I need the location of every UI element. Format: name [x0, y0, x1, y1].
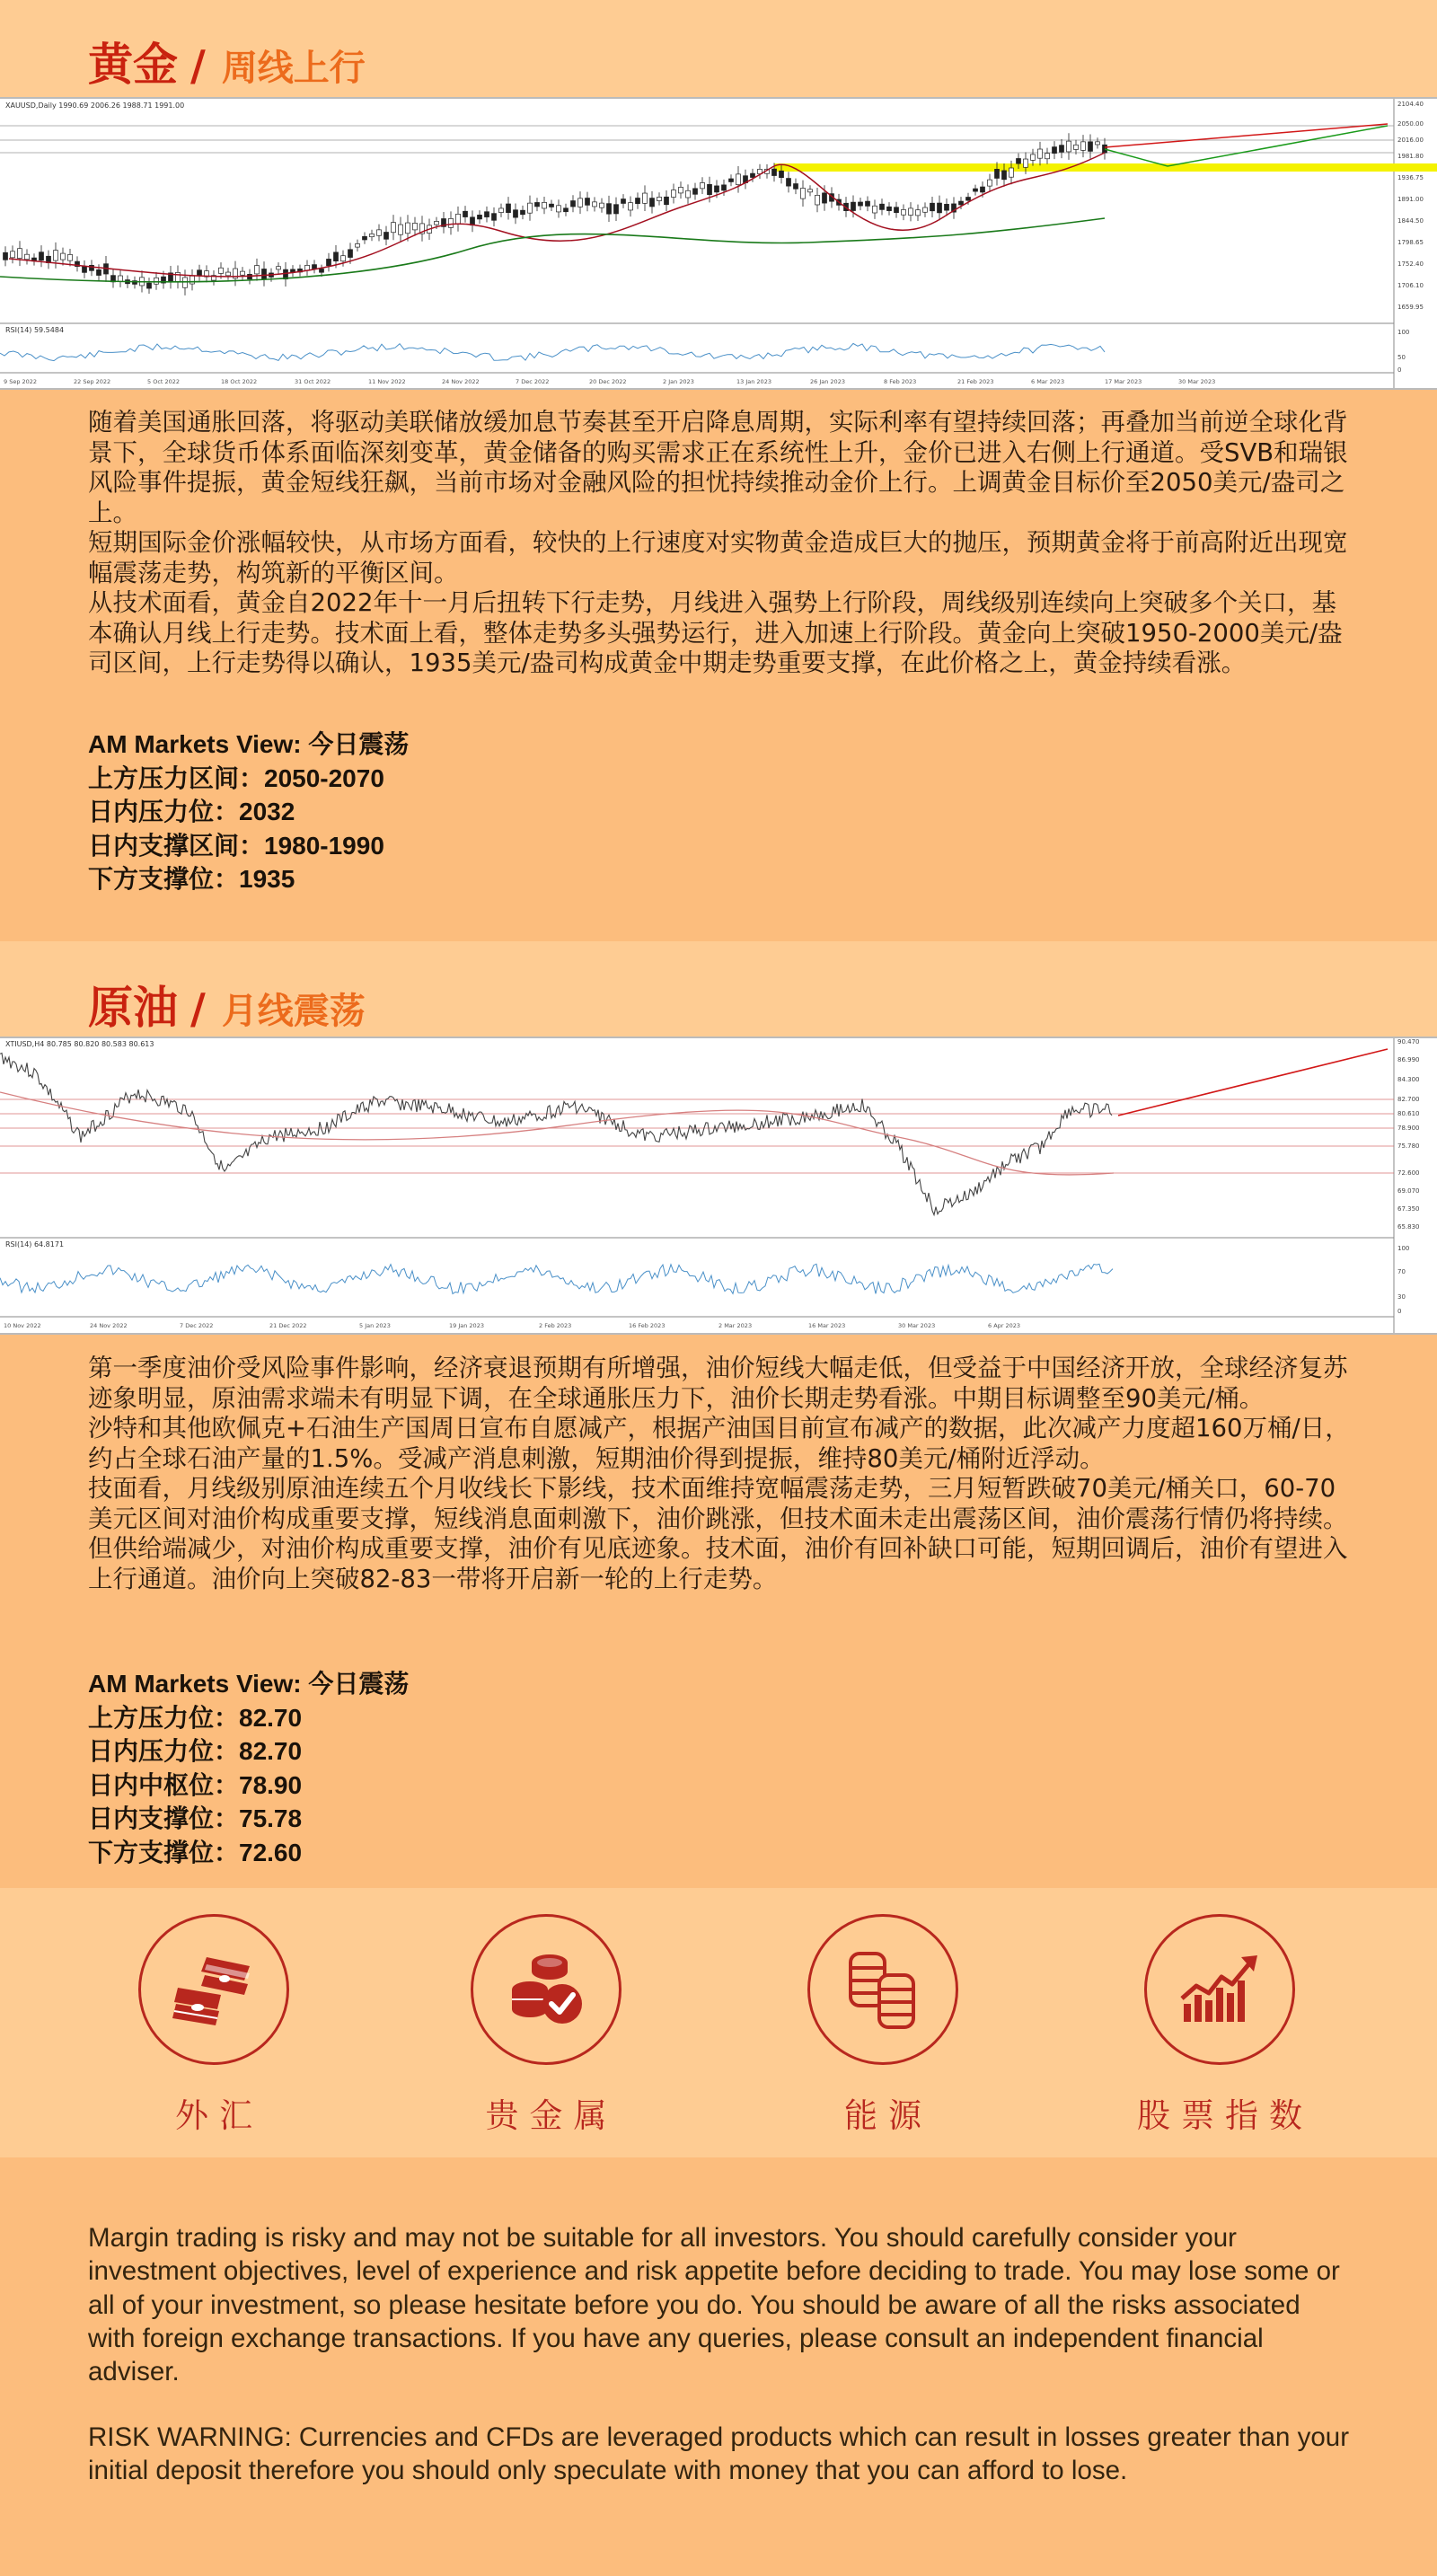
gold-title: 黄金 [88, 39, 178, 91]
candle-body [859, 202, 863, 206]
oil-level: 日内压力位：82.70 [88, 1737, 303, 1765]
candle-body [356, 243, 360, 247]
svg-text:5 Oct 2022: 5 Oct 2022 [147, 378, 181, 385]
category-label: 贵金属 [485, 2096, 618, 2135]
candle-body [183, 278, 188, 287]
svg-text:2 Feb 2023: 2 Feb 2023 [539, 1322, 572, 1329]
candle-body [902, 209, 906, 215]
candle-body [930, 203, 935, 211]
candle-body [463, 211, 468, 216]
oil-view-title: AM Markets View: 今日震荡 [88, 1670, 410, 1698]
candle-body [909, 208, 913, 216]
candle-body [622, 199, 626, 204]
svg-text:2 Mar 2023: 2 Mar 2023 [718, 1322, 753, 1329]
oil-price-chart [0, 1037, 1437, 1335]
candle-body [499, 208, 504, 213]
svg-text:30 Mar 2023: 30 Mar 2023 [898, 1322, 936, 1329]
svg-text:31 Oct 2022: 31 Oct 2022 [295, 378, 331, 385]
oil-level: 日内支撑位：75.78 [88, 1804, 303, 1832]
gold-level: 上方压力区间：2050-2070 [88, 763, 384, 792]
candle-body [880, 204, 885, 209]
candle-body [18, 249, 22, 259]
candle-body [557, 206, 561, 212]
candle-body [456, 214, 461, 224]
svg-text:24 Nov 2022: 24 Nov 2022 [90, 1322, 128, 1329]
svg-text:100: 100 [1397, 1245, 1410, 1252]
candle-body [226, 272, 231, 276]
category-energy[interactable] [780, 1914, 986, 2137]
svg-text:8 Feb 2023: 8 Feb 2023 [884, 378, 917, 385]
oil-level: 日内中枢位：78.90 [88, 1770, 303, 1799]
gold-paragraph: 随着美国通胀回落，将驱动美联储放缓加息节奏甚至开启降息周期，实际利率有望持续回落；再叠加当前逆全球化背景下，全球货币体系面临深刻变革，黄金储备的购买需求正在系统性上升，金价已进入右侧上行通道。受SVB和瑞银风险事件提振，黄金短线狂飙，当前市场对金融风险的担忧持续推动金价上行。上调黄金目标价至2050美元/盎司之上。 [88, 408, 1348, 527]
candle-body [507, 204, 511, 213]
candle-body [190, 276, 195, 284]
svg-text:20 Dec 2022: 20 Dec 2022 [589, 378, 627, 385]
gold-market-view [88, 728, 896, 896]
candle-body [485, 212, 489, 217]
candle-body [657, 197, 662, 200]
category-stock-indices[interactable] [1116, 1914, 1323, 2137]
candle-body [729, 179, 734, 181]
candle-body [1067, 141, 1071, 152]
candle-body [629, 203, 633, 210]
svg-text:90.470: 90.470 [1397, 1038, 1420, 1045]
candle-body [198, 270, 202, 276]
oil-paragraph: 沙特和其他欧佩克+石油生产国周日宣布自愿减产，根据产油国目前宣布减产的数据，此次减产力度超160万桶/日，约占全球石油产量的1.5%。受减产消息刺激，短期油价得到提振，维持80美元/桶附近浮动。 [88, 1414, 1350, 1473]
svg-text:65.830: 65.830 [1397, 1223, 1420, 1231]
svg-text:22 Sep 2022: 22 Sep 2022 [74, 378, 111, 385]
gold-level: 日内压力位：2032 [88, 798, 295, 825]
category-forex[interactable] [110, 1914, 317, 2137]
svg-text:19 Jan 2023: 19 Jan 2023 [449, 1322, 484, 1329]
svg-text:0: 0 [1397, 1308, 1402, 1315]
candle-body [895, 207, 899, 213]
candle-body [1081, 142, 1086, 151]
candle-body [945, 204, 949, 210]
svg-text:9 Sep 2022: 9 Sep 2022 [4, 378, 38, 385]
candle-body [593, 202, 597, 207]
candle-body [277, 267, 281, 269]
oil-market-view [88, 1667, 896, 1869]
candle-body [808, 190, 813, 192]
svg-text:7 Dec 2022: 7 Dec 2022 [516, 378, 550, 385]
candle-body [851, 202, 856, 210]
gold-view-title: AM Markets View: 今日震荡 [88, 730, 410, 758]
candle-body [650, 198, 655, 207]
candle-body [1017, 158, 1021, 163]
candle-body [550, 204, 554, 207]
candle-body [938, 203, 942, 213]
candle-body [154, 278, 159, 284]
candle-body [665, 197, 669, 204]
svg-text:1752.40: 1752.40 [1397, 260, 1424, 268]
candle-body [377, 230, 382, 235]
svg-text:5 Jan 2023: 5 Jan 2023 [359, 1322, 391, 1329]
money-stack-icon [169, 1945, 259, 2034]
candle-body [815, 195, 820, 205]
gold-rsi-header: RSI(14) 59.5484 [5, 326, 65, 334]
candle-body [521, 210, 525, 215]
candle-body [54, 251, 58, 260]
candle-body [736, 174, 741, 185]
gold-level: 下方支撑位：1935 [88, 865, 295, 893]
oil-level: 上方压力位：82.70 [88, 1703, 303, 1732]
candle-body [607, 204, 612, 215]
oil-rsi-header: RSI(14) 64.8171 [5, 1240, 65, 1248]
candle-body [40, 252, 44, 260]
gold-chart-svg [0, 99, 1437, 388]
candle-body [406, 223, 410, 234]
candle-body [715, 186, 719, 192]
category-precious-metals[interactable] [443, 1914, 649, 2137]
candle-body [262, 269, 267, 278]
candle-body [722, 185, 727, 190]
candle-body [823, 193, 827, 203]
stock-chart-icon [1175, 1945, 1265, 2034]
gold-paragraph: 从技术面看，黄金自2022年十一月后扭转下行走势，月线进入强势上行阶段，周线级别连续向上突破多个关口，基本确认月线上行走势。技术面上看，整体走势多头强势运行，进入加速上行阶段。黄金向上突破1950-2000美元/盎司区间，上行走势得以确认，1935美元/盎司构成黄金中期走势重要支撑，在此价格之上，黄金持续看涨。 [88, 588, 1343, 677]
gold-support-zone [774, 163, 1437, 172]
oil-subtitle: 月线震荡 [221, 991, 366, 1032]
candle-body [571, 201, 576, 207]
category-label: 股票指数 [1137, 2096, 1313, 2135]
gold-subtitle: 周线上行 [221, 48, 366, 89]
candle-body [435, 221, 439, 225]
candle-body [1002, 171, 1007, 180]
coins-check-icon [501, 1945, 591, 2034]
candle-body [68, 254, 73, 260]
candle-body [1089, 142, 1093, 152]
svg-text:30: 30 [1397, 1293, 1406, 1301]
candle-body [586, 198, 590, 206]
svg-text:16 Feb 2023: 16 Feb 2023 [629, 1322, 666, 1329]
candle-body [614, 205, 619, 214]
svg-text:1659.95: 1659.95 [1397, 304, 1424, 311]
svg-text:26 Jan 2023: 26 Jan 2023 [810, 378, 845, 385]
candle-body [1103, 145, 1107, 153]
candle-body [866, 201, 870, 206]
candle-body [320, 269, 324, 272]
candle-body [542, 202, 547, 208]
candle-body [751, 173, 755, 177]
oil-barrels-icon [838, 1945, 928, 2034]
svg-text:1936.75: 1936.75 [1397, 174, 1424, 181]
candle-body [643, 193, 648, 203]
svg-text:72.600: 72.600 [1397, 1169, 1420, 1177]
svg-text:17 Mar 2023: 17 Mar 2023 [1105, 378, 1142, 385]
svg-text:0: 0 [1397, 366, 1402, 374]
risk-warning-text: RISK WARNING: Currencies and CFDs are leveraged products which can result in losses greater than your initial deposit therefore you should only speculate with money that you can afford to lose. [88, 2422, 1350, 2486]
candle-body [1096, 142, 1100, 145]
svg-text:67.350: 67.350 [1397, 1205, 1420, 1213]
svg-text:11 Nov 2022: 11 Nov 2022 [368, 378, 406, 385]
title-slash: / [190, 41, 206, 90]
svg-text:50: 50 [1397, 354, 1406, 361]
svg-text:6 Mar 2023: 6 Mar 2023 [1031, 378, 1065, 385]
svg-text:100: 100 [1397, 329, 1410, 336]
candle-body [392, 223, 396, 233]
candle-body [787, 179, 791, 187]
category-label: 外汇 [175, 2096, 263, 2135]
svg-text:30 Mar 2023: 30 Mar 2023 [1178, 378, 1216, 385]
oil-level: 下方支撑位：72.60 [88, 1838, 303, 1866]
title-slash: / [190, 984, 206, 1033]
candle-body [241, 271, 245, 275]
candle-body [1053, 147, 1057, 154]
candle-body [492, 214, 497, 221]
candle-body [1045, 154, 1050, 159]
gold-chart-header: XAUUSD,Daily 1990.69 2006.26 1988.71 1991.00 [5, 101, 185, 110]
candle-body [1060, 146, 1064, 153]
candle-body [327, 259, 331, 265]
candle-body [600, 203, 604, 207]
oil-paragraph: 技面看，月线级别原油连续五个月收线长下影线，技术面维持宽幅震荡走势，三月短暂跌破70美元/桶关口，60-70美元区间对油价构成重要支撑，短线消息面刺激下，油价跳涨，但技术面未走出震荡区间，油价震荡行情仍将持续。但供给端减少，对油价构成重要支撑，油价有见底迹象。技术面，油价有回补缺口可能，短期回调后，油价有望进入上行通道。油价向上突破82-83一带将开启新一轮的上行走势。 [88, 1474, 1348, 1593]
candle-body [887, 207, 892, 210]
svg-text:1798.65: 1798.65 [1397, 239, 1424, 246]
svg-text:2050.00: 2050.00 [1397, 120, 1424, 128]
candle-body [672, 190, 676, 198]
svg-text:70: 70 [1397, 1268, 1406, 1275]
svg-text:69.070: 69.070 [1397, 1187, 1420, 1195]
candle-body [97, 269, 101, 275]
candle-body [686, 190, 691, 198]
oil-chart-header: XTIUSD,H4 80.785 80.820 80.583 80.613 [5, 1040, 154, 1048]
candle-body [528, 203, 533, 213]
candle-body [370, 234, 375, 236]
candle-body [83, 266, 87, 272]
svg-text:78.900: 78.900 [1397, 1125, 1420, 1132]
candle-body [341, 256, 346, 261]
gold-analysis-text [88, 408, 1351, 679]
svg-text:1981.80: 1981.80 [1397, 153, 1424, 160]
svg-text:80.610: 80.610 [1397, 1110, 1420, 1117]
svg-text:2 Jan 2023: 2 Jan 2023 [663, 378, 694, 385]
candle-body [4, 252, 8, 260]
candle-body [959, 201, 964, 205]
candle-body [1038, 149, 1043, 158]
candle-body [981, 187, 985, 192]
candle-body [780, 171, 784, 177]
candle-body [413, 223, 418, 229]
candle-body [219, 268, 224, 273]
svg-text:7 Dec 2022: 7 Dec 2022 [180, 1322, 214, 1329]
candle-body [801, 188, 806, 198]
oil-analysis-text [88, 1354, 1351, 1594]
candle-body [974, 189, 978, 191]
candle-body [693, 189, 698, 194]
candle-body [11, 251, 15, 258]
candle-body [348, 250, 353, 258]
candle-body [923, 207, 928, 212]
candle-body [988, 180, 992, 186]
gold-paragraph: 短期国际金价涨幅较快，从市场方面看，较快的上行速度对实物黄金造成巨大的抛压，预期黄金将于前高附近出现宽幅震荡走势，构筑新的平衡区间。 [88, 528, 1348, 587]
gold-level: 日内支撑区间：1980-1990 [88, 831, 384, 860]
candle-body [916, 210, 921, 216]
svg-text:16 Mar 2023: 16 Mar 2023 [808, 1322, 846, 1329]
candle-body [25, 254, 30, 260]
candle-body [384, 233, 389, 240]
svg-text:75.780: 75.780 [1397, 1142, 1420, 1150]
gold-price-chart [0, 97, 1437, 390]
svg-text:24 Nov 2022: 24 Nov 2022 [442, 378, 480, 385]
gold-section-title [88, 29, 366, 92]
svg-text:21 Dec 2022: 21 Dec 2022 [269, 1322, 307, 1329]
svg-text:86.990: 86.990 [1397, 1056, 1420, 1063]
candle-body [578, 198, 583, 207]
svg-text:1706.10: 1706.10 [1397, 282, 1424, 289]
svg-text:1891.00: 1891.00 [1397, 196, 1424, 203]
svg-text:13 Jan 2023: 13 Jan 2023 [736, 378, 771, 385]
candle-body [334, 252, 339, 261]
disclaimer-text: Margin trading is risky and may not be suitable for all investors. You should carefully consider your investment objectives, level of experience and risk appetite before deciding to trade. You may lose some or all of your investment, so please hesitate before you do. You should be aware of all the risks associated with foreign exchange transactions. If you have any queries, please consult an independent financial adviser. [88, 2223, 1340, 2387]
candle-body [1009, 168, 1014, 177]
candle-body [514, 210, 518, 217]
candle-body [363, 236, 367, 240]
candle-body [61, 253, 66, 260]
candle-body [399, 225, 403, 234]
candle-body [564, 208, 569, 212]
svg-text:82.700: 82.700 [1397, 1096, 1420, 1103]
oil-paragraph: 第一季度油价受风险事件影响，经济衰退预期有所增强，油价短线大幅走低，但受益于中国经济开放，全球经济复苏迹象明显，原油需求端未有明显下调，在全球通胀压力下，油价长期走势看涨。中期目标调整至90美元/桶。 [88, 1354, 1348, 1413]
candle-body [255, 266, 260, 274]
candle-body [449, 218, 454, 227]
oil-chart-svg [0, 1038, 1437, 1333]
svg-text:21 Feb 2023: 21 Feb 2023 [957, 378, 994, 385]
oil-section-title [88, 972, 366, 1035]
candle-body [679, 187, 683, 193]
candle-body [966, 198, 971, 201]
candle-body [708, 184, 712, 194]
candle-body [478, 215, 482, 219]
candle-body [313, 265, 317, 269]
svg-text:1844.50: 1844.50 [1397, 217, 1424, 225]
svg-text:2104.40: 2104.40 [1397, 101, 1424, 108]
category-label: 能源 [844, 2096, 932, 2135]
oil-title: 原油 [88, 982, 178, 1034]
candle-body [1031, 154, 1036, 160]
candle-body [873, 206, 877, 213]
svg-text:2016.00: 2016.00 [1397, 137, 1424, 144]
svg-text:18 Oct 2022: 18 Oct 2022 [221, 378, 258, 385]
candle-body [1074, 145, 1079, 149]
svg-text:84.300: 84.300 [1397, 1076, 1420, 1083]
svg-text:10 Nov 2022: 10 Nov 2022 [4, 1322, 41, 1329]
candle-body [1024, 159, 1028, 167]
candle-body [636, 198, 640, 204]
candle-body [794, 184, 798, 190]
svg-text:6 Apr 2023: 6 Apr 2023 [988, 1322, 1021, 1329]
candle-body [995, 169, 1000, 178]
candle-body [535, 202, 540, 206]
candle-body [147, 283, 152, 288]
candle-body [701, 182, 705, 188]
candle-body [772, 169, 777, 175]
